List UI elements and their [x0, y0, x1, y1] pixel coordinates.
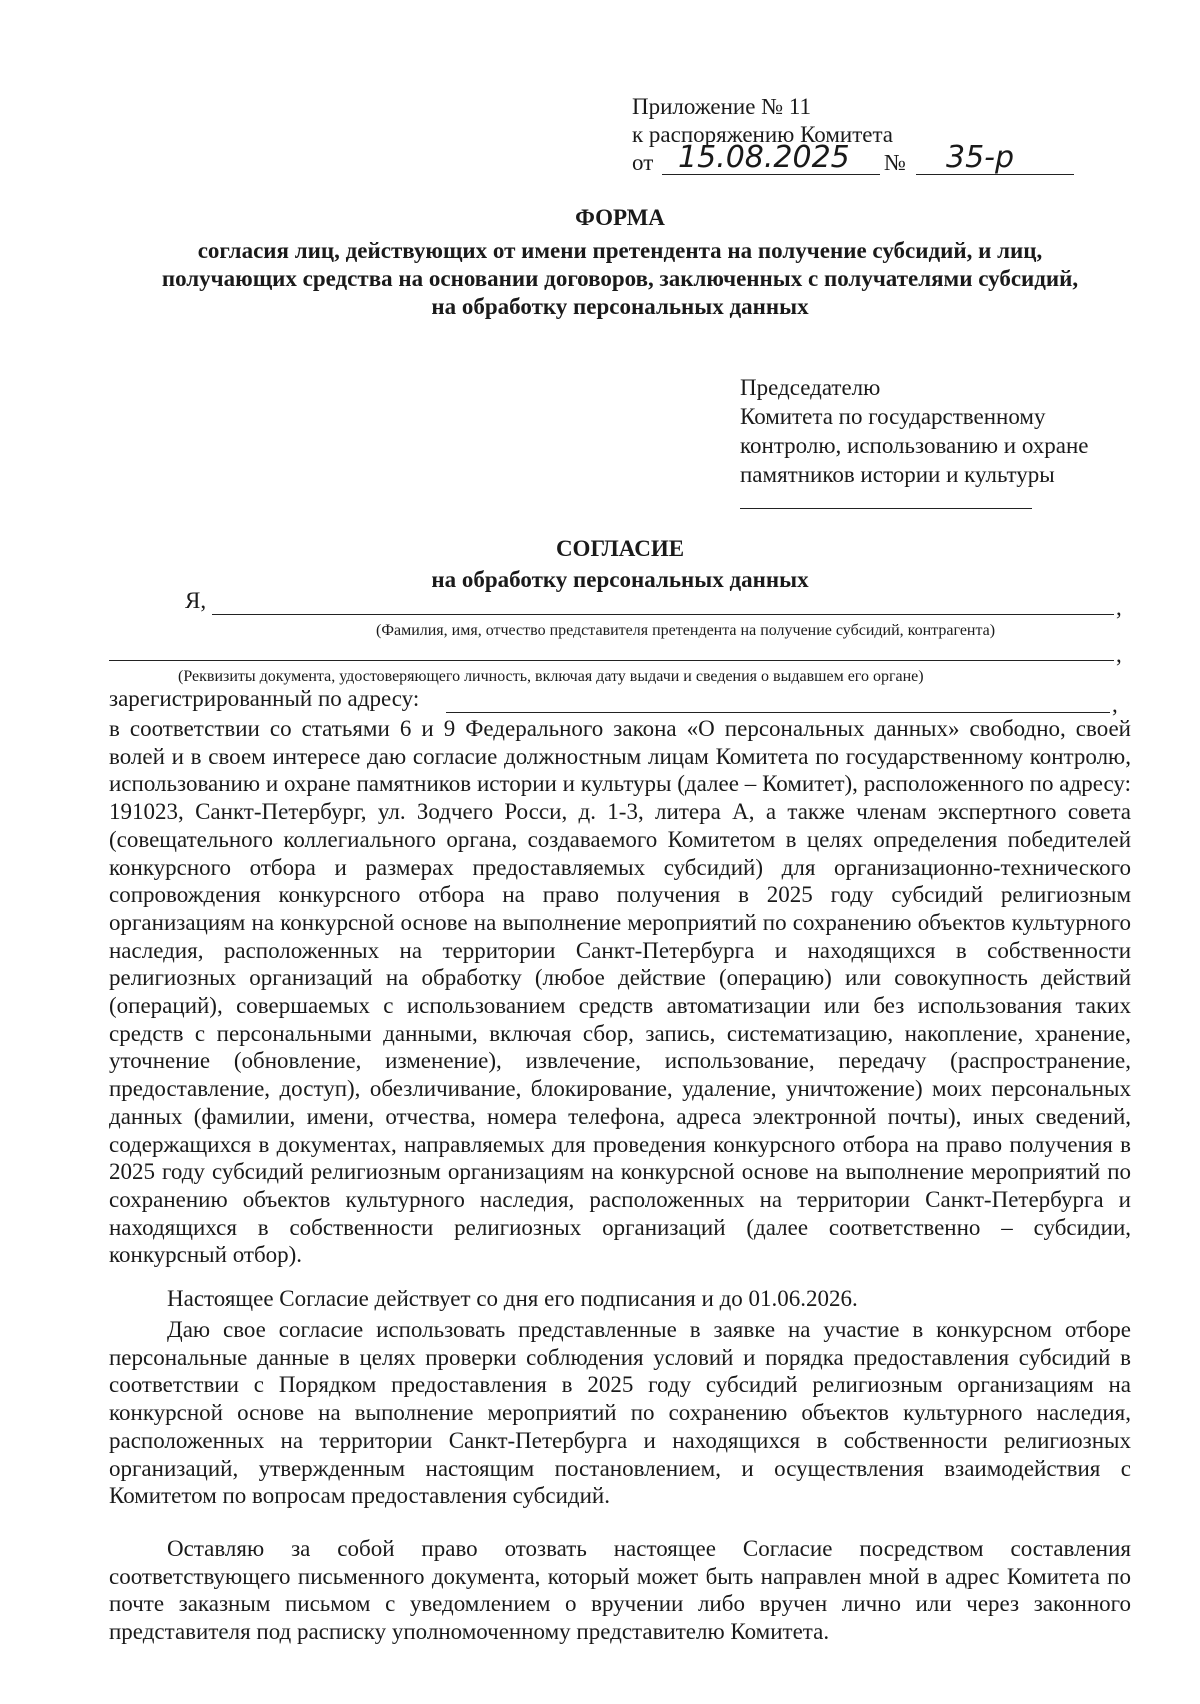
registered-address-label: зарегистрированный по адресу: — [109, 686, 420, 711]
appendix-label: Приложение № 11 — [632, 94, 812, 119]
comma: , — [1116, 642, 1122, 667]
form-subtitle-line-3: на обработку персональных данных — [431, 294, 809, 319]
id-document-caption: (Реквизиты документа, удостоверяющего личность, включая дату выдачи и сведения о выдавшем его органе) — [178, 668, 924, 685]
address-field[interactable] — [446, 712, 1110, 713]
addressee-signature-line — [740, 508, 1032, 509]
i-label: Я, — [185, 588, 207, 613]
form-subtitle-line-1: согласия лиц, действующих от имени претендента на получение субсидий, и лиц, — [197, 238, 1043, 263]
form-subtitle-line-2: получающих средства на основании договоров, заключенных с получателями субсидий, — [161, 266, 1079, 291]
addressee-line-3: контролю, использованию и охране — [740, 433, 1089, 458]
name-field[interactable] — [212, 614, 1114, 615]
handwritten-number: 35-р — [946, 140, 1015, 175]
addressee-line-2: Комитета по государственному — [740, 404, 1046, 429]
id-document-field[interactable] — [109, 660, 1114, 661]
handwritten-date: 15.08.2025 — [678, 140, 850, 175]
consent-validity-paragraph: Настоящее Согласие действует со дня его подписания и до 01.06.2026. — [167, 1286, 858, 1311]
consent-title: СОГЛАСИЕ — [555, 536, 685, 561]
form-title: ФОРМА — [575, 205, 665, 230]
order-reference: к распоряжению Комитета — [632, 122, 893, 147]
consent-purpose-paragraph: Даю свое согласие использовать представленные в заявке на участие в конкурсном отборе персональные данные в целях проверки соблюдения условий и порядка предоставления субсидий в соответствии с Порядком предоставления в 2025 году субсидий религиозным организациям на конкурсной основе на выполнение мероприятий по сохранению объектов культурного наследия, расположенных на территории Санкт-Петербурга и находящихся в собственности религиозных организаций, утвержденным настоящим постановлением, и осуществления взаимодействия с Комитетом по вопросам предоставления субсидий. — [109, 1317, 1131, 1509]
consent-paragraph-1: в соответствии со статьями 6 и 9 Федерального закона «О персональных данных» свободно, своей волей и в своем интересе даю согласие должностным лицам Комитета по государственному контролю, использованию и охране памятников истории и культуры (далее – Комитет), расположенного по адресу: 191023, Санкт-Петербург, ул. Зодчего Росси, д. 1-3, литера А, а также членам экспертного совета (совещательного коллегиального органа, создаваемого Комитетом в целях определения победителей конкурсного отбора и размерах предоставляемых субсидий) для организационно-технического сопровождения конкурсного отбора на право получения в 2025 году субсидий религиозным организациям на конкурсной основе на выполнение мероприятий по сохранению объектов культурного наследия, расположенных на территории Санкт-Петербурга и находящихся в собственности религиозных организаций на обработку (любое действие (операцию) или совокупность действий (операций), совершаемых с использованием средств автоматизации или без использования таких средств с персональными данными, включая сбор, запись, систематизацию, накопление, хранение, уточнение (обновление, изменение), извлечение, использование, передачу (распространение, предоставление, доступ), обезличивание, блокирование, удаление, уничтожение) моих персональных данных (фамилии, имени, отчества, номера телефона, адреса электронной почты), иных сведений, содержащихся в документах, направляемых для проведения конкурсного отбора на право получения в 2025 году субсидий религиозным организациям на конкурсной основе на выполнение мероприятий по сохранению объектов культурного наследия, расположенных на территории Санкт-Петербурга и находящихся в собственности религиозных организаций (далее соответственно – субсидии, конкурсный отбор). — [109, 716, 1131, 1268]
from-label: от — [632, 150, 654, 175]
comma: , — [1112, 692, 1118, 717]
consent-revocation-paragraph: Оставляю за собой право отозвать настоящее Согласие посредством составления соответствующего письменного документа, который может быть направлен мной в адрес Комитета по почте заказным письмом с уведомлением о вручении либо вручен лично или через законного представителя под расписку уполномоченному представителю Комитета. — [109, 1536, 1131, 1645]
addressee-line-4: памятников истории и культуры — [740, 462, 1055, 487]
number-label: № — [884, 150, 906, 175]
consent-subtitle: на обработку персональных данных — [431, 567, 809, 592]
name-caption: (Фамилия, имя, отчество представителя претендента на получение субсидий, контрагента) — [376, 622, 996, 639]
addressee-line-1: Председателю — [740, 375, 881, 400]
comma: , — [1116, 595, 1122, 620]
